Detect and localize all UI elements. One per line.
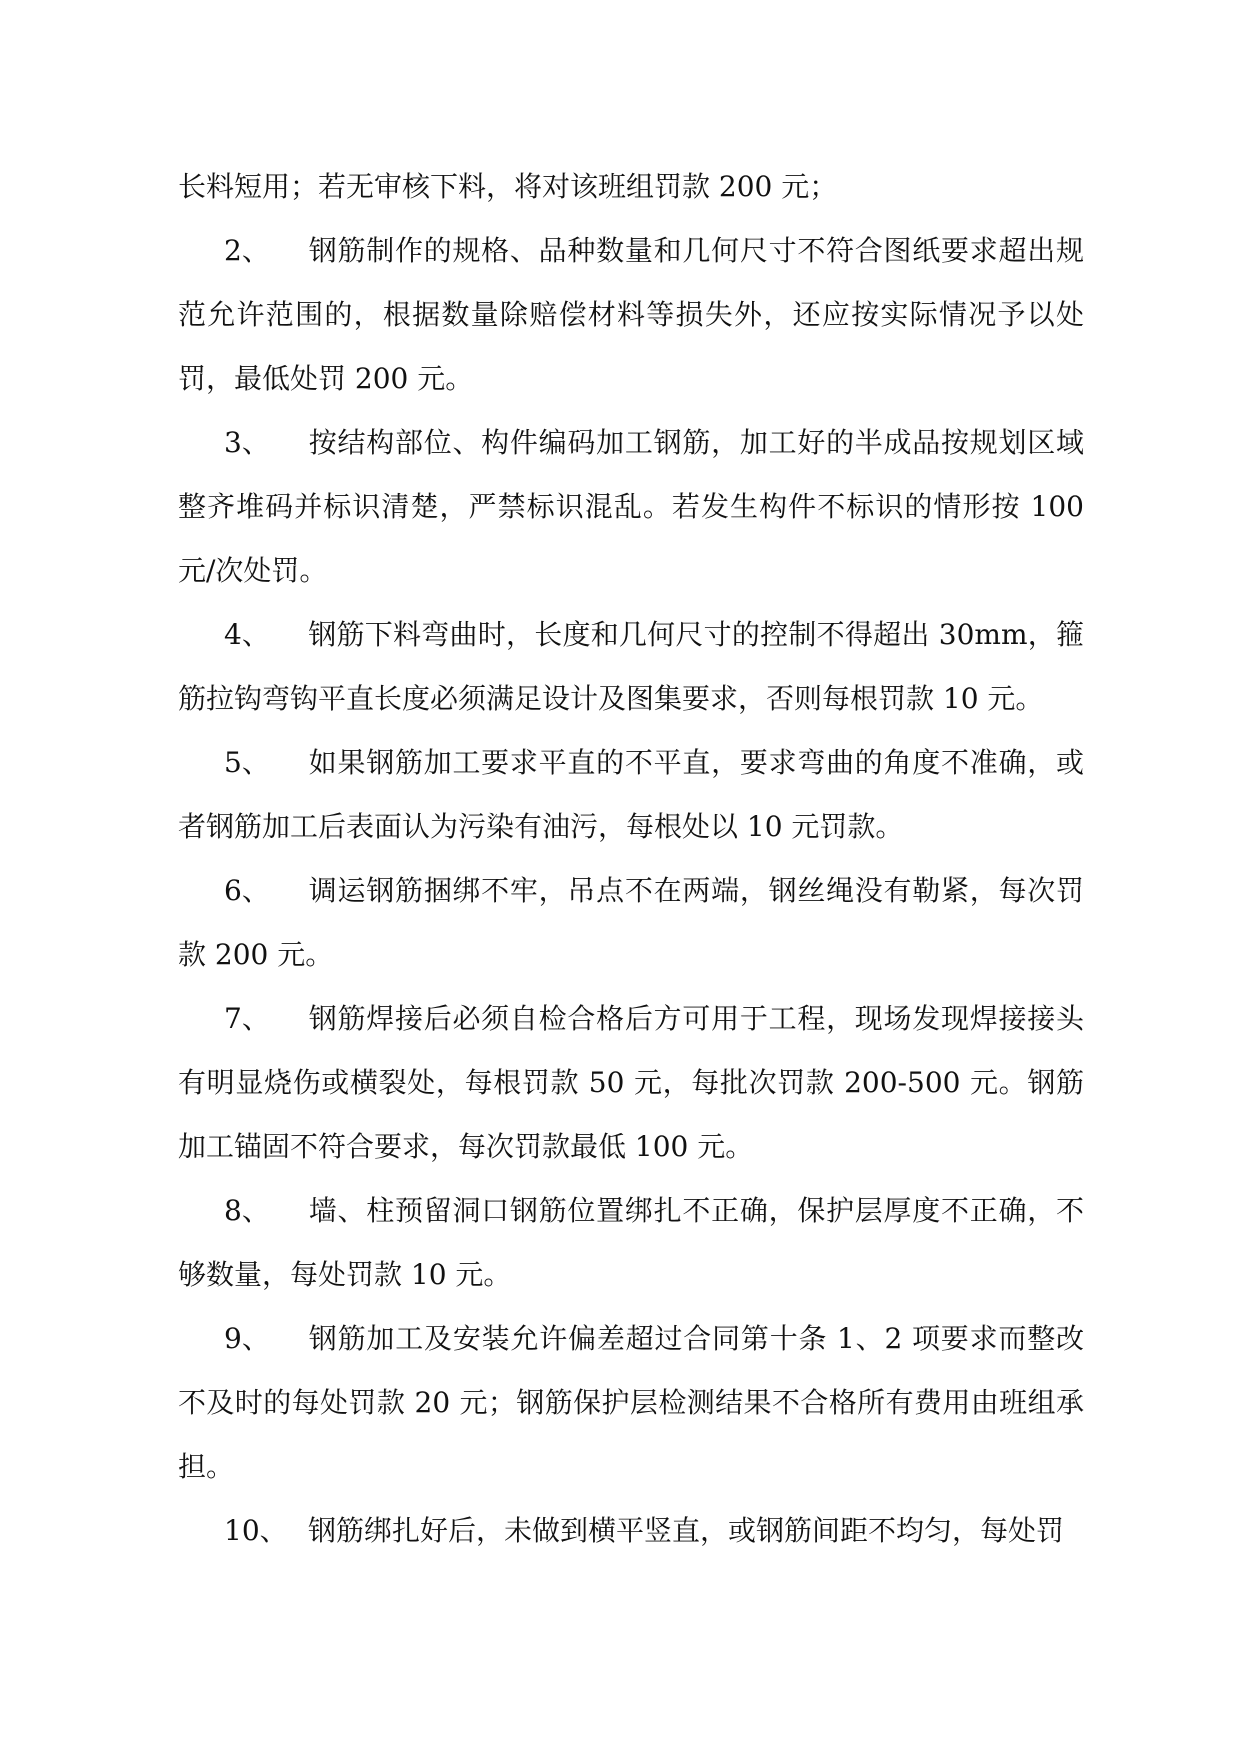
item-text: 钢筋下料弯曲时，长度和几何尺寸的控制不得超出 30mm，箍筋拉钩弯钩平直长度必须满足设计及图集要求，否则每根罚款 10 元。 — [178, 618, 1084, 715]
document-body — [178, 155, 1084, 1563]
paragraph-text: 长料短用；若无审核下料，将对该班组罚款 200 元； — [178, 170, 838, 203]
item-text: 钢筋绑扎好后，未做到横平竖直，或钢筋间距不均匀，每处罚 — [308, 1514, 1065, 1547]
list-item — [178, 859, 1084, 987]
list-item — [178, 411, 1084, 603]
item-number: 10、 — [224, 1514, 288, 1547]
item-number: 9、 — [224, 1322, 270, 1355]
list-item — [178, 1499, 1084, 1563]
item-number: 3、 — [224, 426, 270, 459]
item-number: 4、 — [224, 618, 270, 651]
item-text: 钢筋加工及安装允许偏差超过合同第十条 1、2 项要求而整改不及时的每处罚款 20 元；钢筋保护层检测结果不合格所有费用由班组承担。 — [178, 1322, 1084, 1483]
item-text: 调运钢筋捆绑不牢，吊点不在两端，钢丝绳没有勒紧，每次罚款 200 元。 — [178, 874, 1084, 971]
item-number: 8、 — [224, 1194, 270, 1227]
item-text: 钢筋制作的规格、品种数量和几何尺寸不符合图纸要求超出规范允许范围的，根据数量除赔偿材料等损失外，还应按实际情况予以处罚，最低处罚 200 元。 — [178, 234, 1084, 395]
paragraph-continuation — [178, 155, 1084, 219]
list-item — [178, 1179, 1084, 1307]
item-text: 如果钢筋加工要求平直的不平直，要求弯曲的角度不准确，或者钢筋加工后表面认为污染有油污，每根处以 10 元罚款。 — [178, 746, 1084, 843]
item-text: 墙、柱预留洞口钢筋位置绑扎不正确，保护层厚度不正确，不够数量，每处罚款 10 元。 — [178, 1194, 1084, 1291]
list-item — [178, 731, 1084, 859]
list-item — [178, 987, 1084, 1179]
list-item — [178, 219, 1084, 411]
item-number: 6、 — [224, 874, 270, 907]
item-text: 钢筋焊接后必须自检合格后方可用于工程，现场发现焊接接头有明显烧伤或横裂处，每根罚款 50 元，每批次罚款 200-500 元。钢筋加工锚固不符合要求，每次罚款最低 100 元。 — [178, 1002, 1084, 1163]
item-number: 2、 — [224, 234, 270, 267]
list-item — [178, 1307, 1084, 1499]
item-number: 5、 — [224, 746, 270, 779]
list-item — [178, 603, 1084, 731]
item-number: 7、 — [224, 1002, 270, 1035]
item-text: 按结构部位、构件编码加工钢筋，加工好的半成品按规划区域整齐堆码并标识清楚，严禁标识混乱。若发生构件不标识的情形按 100 元/次处罚。 — [178, 426, 1084, 587]
